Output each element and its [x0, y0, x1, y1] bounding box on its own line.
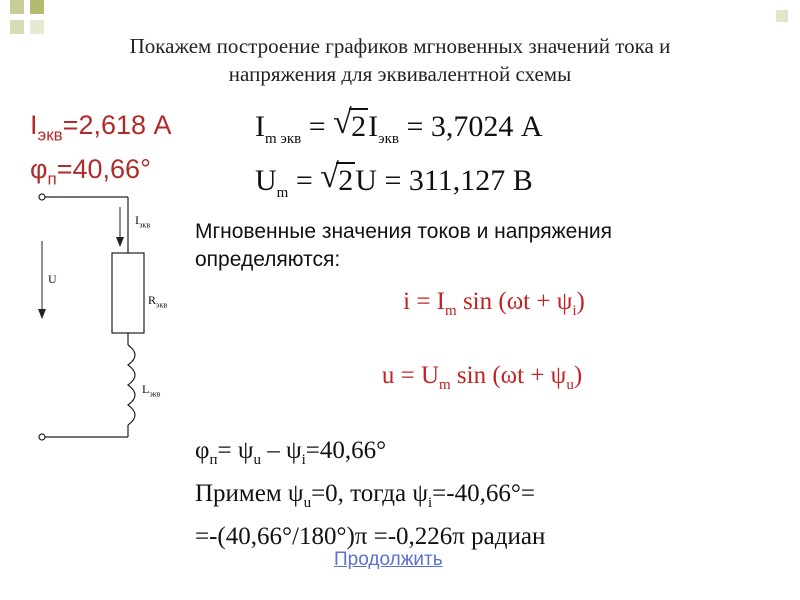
label-voltage: U — [48, 272, 57, 286]
phase-value: $\varphi_п=40,66^\circ$ — [30, 154, 151, 189]
deco-square — [776, 10, 788, 22]
formula-current-amplitude: $I_{m экв}$ = √ $2I_{экв} = 3,7024$ А — [255, 104, 543, 147]
label-current: $I_{экв}$ — [135, 213, 151, 230]
equation-current: $i = I_m$ $\sin (\omega t + \psi_i)$ — [403, 288, 585, 319]
terminal-top — [39, 194, 45, 200]
equation-voltage: $u = U_m$ $\sin (\omega t + \psi_u)$ — [381, 362, 583, 393]
label-resistance: $R_{экв}$ — [148, 293, 168, 310]
deco-square — [30, 0, 44, 14]
current-value: $I_{экв}=2,618$ А — [30, 110, 172, 145]
slide-title — [30, 32, 770, 88]
phase-line-2: Примем $\psi_u=0$, тогда $\psi_i=-40,66^\circ=$ — [195, 480, 535, 511]
title-line-2: напряжения для эквивалентной схемы — [228, 62, 572, 86]
description-text: Мгновенные значения токов и напряжения определяются: — [195, 220, 613, 271]
voltage-arrow-head — [38, 309, 46, 319]
continue-link[interactable]: Продолжить — [334, 549, 443, 570]
terminal-bottom — [39, 434, 45, 440]
formula-voltage-amplitude: $U_m$ = √ 2U = 311,127 В — [255, 158, 533, 201]
phase-line-3: =-(40,66°/180°)π =-0,226π радиан — [195, 523, 546, 550]
current-arrow-head — [116, 237, 124, 247]
given-values — [30, 108, 172, 197]
phase-calculation — [195, 434, 545, 554]
label-inductance: $L_{экв}$ — [142, 382, 161, 399]
title-line-1: Покажем построение графиков мгновенных значений тока и — [129, 34, 671, 58]
deco-square — [10, 20, 24, 34]
deco-square — [10, 0, 24, 14]
sqrt-symbol: √ 2 — [333, 104, 367, 143]
phase-line-1: $\varphi_п= \psi_u - \psi_i=40,66^\circ$ — [195, 437, 387, 468]
sqrt-symbol: √ 2 — [320, 158, 354, 197]
